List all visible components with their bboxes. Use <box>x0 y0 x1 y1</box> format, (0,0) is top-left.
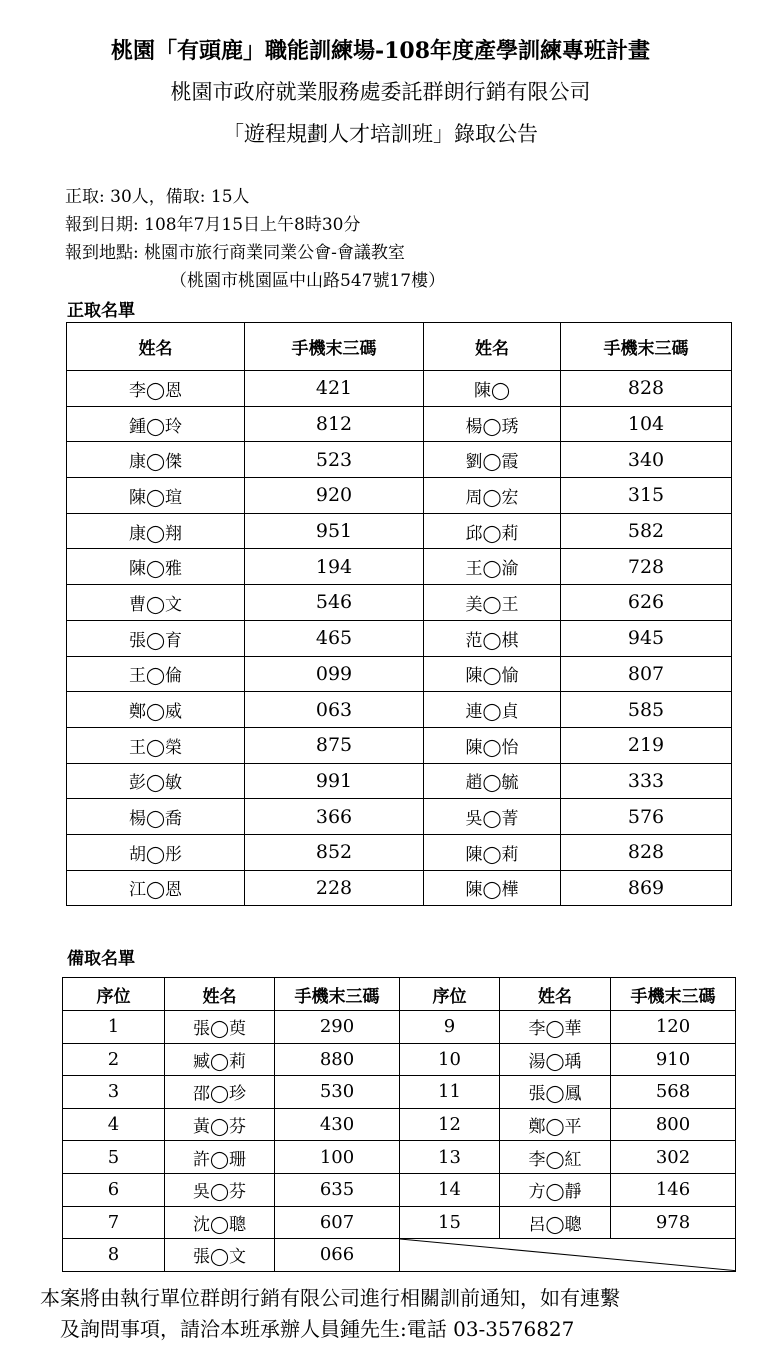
name-cell: 康◯翔 <box>67 513 245 549</box>
phone-cell: 869 <box>561 870 732 906</box>
organizer-subtitle: 桃園市政府就業服務處委託群朗行銷有限公司 <box>170 80 591 104</box>
phone-cell: 812 <box>245 406 424 442</box>
phone-cell: 315 <box>561 478 732 514</box>
rank-cell: 2 <box>63 1043 165 1076</box>
phone-cell: 120 <box>611 1011 736 1044</box>
name-cell: 方◯靜 <box>500 1173 611 1206</box>
table-row <box>67 585 732 621</box>
rank-cell: 11 <box>400 1076 500 1109</box>
name-cell: 臧◯莉 <box>165 1043 275 1076</box>
page-title: 桃園「有頭鹿」職能訓練場-108年度產學訓練專班計畫 <box>110 38 651 64</box>
name-cell: 胡◯彤 <box>67 834 245 870</box>
name-cell: 江◯恩 <box>67 870 245 906</box>
table-row <box>67 656 732 692</box>
name-cell: 陳◯ <box>424 371 561 407</box>
report-location-info: 報到地點: 桃園市旅行商業同業公會-會議教室 <box>65 243 405 263</box>
table-row <box>67 406 732 442</box>
phone-cell: 828 <box>561 834 732 870</box>
phone-cell: 063 <box>245 692 424 728</box>
phone-cell: 607 <box>275 1206 400 1239</box>
name-header: 姓名 <box>424 323 561 371</box>
name-cell: 張◯萸 <box>165 1011 275 1044</box>
rank-cell: 15 <box>400 1206 500 1239</box>
rank-cell: 6 <box>63 1173 165 1206</box>
table-row <box>63 1141 736 1174</box>
phone-cell: 546 <box>245 585 424 621</box>
name-cell: 王◯倫 <box>67 656 245 692</box>
phone-cell: 626 <box>561 585 732 621</box>
admitted-table-body <box>67 371 732 906</box>
phone-cell: 099 <box>245 656 424 692</box>
phone-cell: 194 <box>245 549 424 585</box>
name-cell: 劉◯霞 <box>424 442 561 478</box>
table-row <box>67 727 732 763</box>
phone-cell: 146 <box>611 1173 736 1206</box>
phone-cell: 568 <box>611 1076 736 1109</box>
phone-cell: 576 <box>561 799 732 835</box>
table-row <box>63 1173 736 1206</box>
phone-cell: 852 <box>245 834 424 870</box>
name-cell: 周◯宏 <box>424 478 561 514</box>
phone-cell: 880 <box>275 1043 400 1076</box>
name-cell: 美◯王 <box>424 585 561 621</box>
phone-cell: 290 <box>275 1011 400 1044</box>
rank-header: 序位 <box>63 978 165 1011</box>
rank-cell: 9 <box>400 1011 500 1044</box>
table-row <box>63 1239 736 1272</box>
name-cell: 陳◯莉 <box>424 834 561 870</box>
table-row <box>67 478 732 514</box>
table-row <box>67 763 732 799</box>
phone-cell: 807 <box>561 656 732 692</box>
table-row <box>67 870 732 906</box>
name-header: 姓名 <box>500 978 611 1011</box>
phone-cell: 302 <box>611 1141 736 1174</box>
report-date-info: 報到日期: 108年7月15日上午8時30分 <box>65 215 361 235</box>
phone-header: 手機末三碼 <box>275 978 400 1011</box>
name-cell: 楊◯喬 <box>67 799 245 835</box>
footer-note-line1: 本案將由執行單位群朗行銷有限公司進行相關訓前通知，如有連繫 <box>40 1286 620 1310</box>
name-cell: 陳◯瑄 <box>67 478 245 514</box>
table-row <box>67 692 732 728</box>
table-row <box>63 1011 736 1044</box>
phone-cell: 421 <box>245 371 424 407</box>
name-header: 姓名 <box>67 323 245 371</box>
rank-cell: 1 <box>63 1011 165 1044</box>
table-row <box>67 549 732 585</box>
phone-cell: 920 <box>245 478 424 514</box>
phone-cell: 951 <box>245 513 424 549</box>
table-row <box>67 620 732 656</box>
phone-cell: 828 <box>561 371 732 407</box>
name-cell: 呂◯聰 <box>500 1206 611 1239</box>
footer-note-line2: 及詢問事項，請洽本班承辦人員鍾先生:電話 03-3576827 <box>60 1317 575 1341</box>
table-row <box>67 834 732 870</box>
report-address-info: （桃園市桃園區中山路547號17樓） <box>170 271 446 291</box>
rank-cell: 8 <box>63 1239 165 1272</box>
phone-cell: 635 <box>275 1173 400 1206</box>
phone-header: 手機末三碼 <box>245 323 424 371</box>
name-cell: 邵◯珍 <box>165 1076 275 1109</box>
phone-cell: 523 <box>245 442 424 478</box>
name-header: 姓名 <box>165 978 275 1011</box>
phone-cell: 585 <box>561 692 732 728</box>
phone-cell: 228 <box>245 870 424 906</box>
name-cell: 許◯珊 <box>165 1141 275 1174</box>
table-row <box>67 371 732 407</box>
name-cell: 陳◯愉 <box>424 656 561 692</box>
reserve-table-body <box>63 1011 736 1272</box>
table-row <box>63 1076 736 1109</box>
phone-cell: 340 <box>561 442 732 478</box>
name-cell: 李◯紅 <box>500 1141 611 1174</box>
rank-cell: 12 <box>400 1108 500 1141</box>
admitted-table <box>66 322 732 906</box>
reserve-section-title: 備取名單 <box>67 949 135 969</box>
name-cell: 王◯榮 <box>67 727 245 763</box>
rank-cell: 5 <box>63 1141 165 1174</box>
phone-cell: 910 <box>611 1043 736 1076</box>
table-row <box>67 799 732 835</box>
phone-cell: 219 <box>561 727 732 763</box>
phone-cell: 530 <box>275 1076 400 1109</box>
name-cell: 連◯貞 <box>424 692 561 728</box>
phone-header: 手機末三碼 <box>611 978 736 1011</box>
phone-cell: 104 <box>561 406 732 442</box>
table-row <box>63 1043 736 1076</box>
rank-cell: 13 <box>400 1141 500 1174</box>
name-cell: 楊◯琇 <box>424 406 561 442</box>
rank-cell: 14 <box>400 1173 500 1206</box>
name-cell: 李◯恩 <box>67 371 245 407</box>
name-cell: 吳◯菁 <box>424 799 561 835</box>
name-cell: 鄭◯平 <box>500 1108 611 1141</box>
name-cell: 陳◯怡 <box>424 727 561 763</box>
name-cell: 湯◯瑀 <box>500 1043 611 1076</box>
name-cell: 鄭◯威 <box>67 692 245 728</box>
name-cell: 曹◯文 <box>67 585 245 621</box>
name-cell: 張◯文 <box>165 1239 275 1272</box>
name-cell: 張◯育 <box>67 620 245 656</box>
phone-cell: 066 <box>275 1239 400 1272</box>
phone-cell: 430 <box>275 1108 400 1141</box>
phone-cell: 991 <box>245 763 424 799</box>
quota-info: 正取: 30人，備取: 15人 <box>65 187 250 207</box>
phone-cell: 465 <box>245 620 424 656</box>
table-row <box>67 513 732 549</box>
phone-cell: 582 <box>561 513 732 549</box>
table-row <box>63 1206 736 1239</box>
admitted-header-row <box>67 323 732 371</box>
name-cell: 沈◯聰 <box>165 1206 275 1239</box>
name-cell: 黃◯芬 <box>165 1108 275 1141</box>
name-cell: 吳◯芬 <box>165 1173 275 1206</box>
name-cell: 陳◯雅 <box>67 549 245 585</box>
phone-cell: 945 <box>561 620 732 656</box>
rank-cell: 10 <box>400 1043 500 1076</box>
name-cell: 陳◯樺 <box>424 870 561 906</box>
name-cell: 李◯華 <box>500 1011 611 1044</box>
phone-cell: 366 <box>245 799 424 835</box>
name-cell: 鍾◯玲 <box>67 406 245 442</box>
empty-slash-cell <box>400 1239 736 1272</box>
rank-cell: 3 <box>63 1076 165 1109</box>
name-cell: 趙◯毓 <box>424 763 561 799</box>
name-cell: 邱◯莉 <box>424 513 561 549</box>
name-cell: 王◯渝 <box>424 549 561 585</box>
table-row <box>67 442 732 478</box>
phone-cell: 800 <box>611 1108 736 1141</box>
rank-cell: 7 <box>63 1206 165 1239</box>
name-cell: 彭◯敏 <box>67 763 245 799</box>
phone-cell: 728 <box>561 549 732 585</box>
announcement-title: 「遊程規劃人才培訓班」錄取公告 <box>223 122 538 146</box>
phone-cell: 978 <box>611 1206 736 1239</box>
diagonal-line <box>400 1239 735 1271</box>
admitted-section-title: 正取名單 <box>67 301 135 321</box>
phone-cell: 875 <box>245 727 424 763</box>
reserve-header-row <box>63 978 736 1011</box>
table-row <box>63 1108 736 1141</box>
phone-cell: 100 <box>275 1141 400 1174</box>
phone-header: 手機末三碼 <box>561 323 732 371</box>
name-cell: 康◯傑 <box>67 442 245 478</box>
reserve-table <box>62 977 736 1272</box>
name-cell: 范◯棋 <box>424 620 561 656</box>
name-cell: 張◯鳳 <box>500 1076 611 1109</box>
rank-header: 序位 <box>400 978 500 1011</box>
rank-cell: 4 <box>63 1108 165 1141</box>
phone-cell: 333 <box>561 763 732 799</box>
